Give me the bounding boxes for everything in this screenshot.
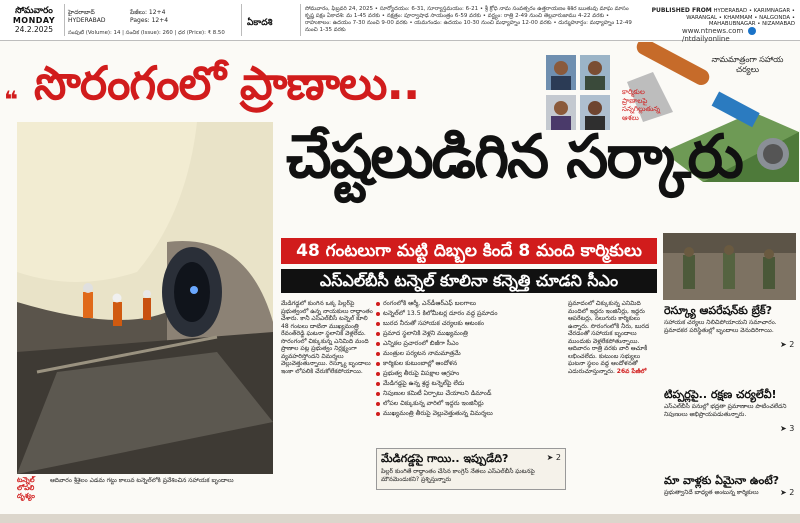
story-column-3	[568, 300, 658, 375]
bullet-icon	[376, 392, 380, 396]
city-en: HYDERABAD	[68, 16, 106, 24]
pages-box	[130, 9, 240, 24]
main-headline: చేష్టలుడిగిన సర్కారు	[286, 122, 742, 192]
army-photo	[663, 233, 796, 300]
page-ref[interactable]: ➤ 3	[780, 424, 795, 433]
infographic-title: నామమాత్రంగా సహాయ చర్యలు	[711, 55, 784, 74]
list-item: కార్మికుల కుటుంబాల్లో ఆందోళన	[376, 360, 564, 367]
bullet-icon	[376, 382, 380, 386]
infographic-note: కార్మికుల ప్రాణాలపై సన్నగిల్లుతున్న ఆశలు	[622, 88, 661, 122]
bullet-icon	[376, 362, 380, 366]
publication-info	[640, 8, 795, 28]
red-banner: 48 గంటలుగా మట్టి దిబ్బల కిందే 8 మంది కార్మికులు	[281, 238, 657, 264]
right-heading-3: మా వాళ్లకు ఏమైనా ఉంటే?	[664, 474, 780, 487]
person-photo	[580, 55, 610, 90]
published-label: PUBLISHED FROM	[651, 7, 712, 14]
website[interactable]: www.ntnews.com	[682, 27, 744, 35]
day-en: MONDAY	[12, 16, 56, 25]
volume-line: సంపుటి (Volume): 14 | సంచిక (Issue): 260 | ధర (Price): ₹ 8.50	[68, 30, 225, 36]
list-item: మేడిగడ్డపై ఉన్న శ్రద్ధ టన్నెల్‌పై లేదు	[376, 380, 564, 387]
list-item: ముఖ్యమంత్రి తీరుపై వెల్లువెత్తుతున్న విమర్శలు	[376, 410, 564, 417]
photo-caption-label: టన్నెల్ లోపలి దృశ్యం	[17, 476, 35, 500]
pages-en: Pages: 12+4	[130, 16, 169, 24]
list-item: నిపుణుల కమిటీ ఏర్పాటు చేయాలని డిమాండ్	[376, 390, 564, 397]
story-column-1: మేడిగడ్డలో కుంగిన ఒక్క పిల్లర్‌పై ప్రభుత్వంలో ఉన్న నాయకులు రాద్ధాంతం చేశారు. కానీ ఎస్‌ఎల్‌బీసీ టన్నెల్ కూలి 48 గంటలు దాటినా ముఖ్యమంత్రి రేవంత్‌రెడ్డి ఘటనా స్థలానికి వెళ్లలేదు. సొరంగంలో చిక్కుకున్న ఎనిమిది మంది ప్రాణాల పట్ల ప్రభుత్వం నిర్లక్ష్యంగా వ్యవహరిస్తోందని విమర్శలు వెల్లువెత్తుతున్నాయి. రెస్క్యూ బృందాలు ఇంకా లోపలికి చేరుకోలేకపోయాయి.	[281, 300, 373, 375]
divider	[300, 4, 301, 36]
tithi: ఏకాదశి	[247, 18, 273, 28]
list-item: ప్రభుత్వ తీరుపై విపక్షాల ఆగ్రహం	[376, 370, 564, 377]
masthead	[0, 0, 800, 41]
inset-heading: మేడిగడ్డపై గాయి.. ఇప్పుడేది?	[381, 452, 509, 465]
page-ref[interactable]: ➤ 2	[546, 453, 561, 462]
bullet-icon	[376, 342, 380, 346]
inset-box	[376, 448, 566, 490]
page-ref[interactable]: ➤ 2	[780, 488, 795, 497]
bullet-icon	[376, 332, 380, 336]
list-item: టన్నెల్‌లో 13.5 కిలోమీటర్ల దూరం వద్ద ప్రమాదం	[376, 310, 564, 317]
page-ref[interactable]: ➤ 2	[780, 340, 795, 349]
tunnel-photo	[17, 122, 273, 474]
right-text-1: సహాయక చర్యలు నిలిచిపోయాయని సమాచారం. ప్రమాదకర పరిస్థితుల్లో బృందాలు వెనుదిరిగాయి.	[664, 319, 777, 334]
list-item: రంగంలోకి ఆర్మీ, ఎన్‌డీఆర్‌ఎఫ్ బలగాలు	[376, 300, 564, 307]
date-box	[6, 6, 62, 36]
bullet-icon	[376, 412, 380, 416]
day-te: సోమవారం	[15, 6, 53, 16]
kicker-headline: సొరంగంలో ప్రాణాలు..	[34, 56, 420, 110]
right-heading-1: రెస్క్యూ ఆపరేషన్‌కు బ్రేక్?	[664, 304, 772, 317]
list-item: మంత్రుల పర్యటన నామమాత్రమే	[376, 350, 564, 357]
list-item: బురద నీరుతో సహాయక చర్యలకు ఆటంకం	[376, 320, 564, 327]
right-text-2: ఎస్‌ఎల్‌బీసీ పనుల్లో భద్రతా ప్రమాణాలు పాటించలేదని నిపుణులు అభిప్రాయపడుతున్నారు.	[664, 403, 787, 418]
bullet-icon	[376, 302, 380, 306]
list-item: లోపల చిక్కుకున్న వారిలో ఇద్దరు ఇంజినీర్లు	[376, 400, 564, 407]
city-box	[68, 9, 128, 24]
list-item: ప్రమాద స్థలానికి వెళ్లని ముఖ్యమంత్రి	[376, 330, 564, 337]
bullet-icon	[376, 402, 380, 406]
quote-icon: ❝	[4, 86, 19, 114]
divider	[64, 4, 65, 36]
pages-te: పేజీలు: 12+4	[130, 9, 166, 16]
black-banner: ఎస్‌ఎల్‌బీసీ టన్నెల్ కూలినా కన్నెత్తి చూడని సీఎం	[281, 269, 657, 293]
continued-link[interactable]: 26వ పేజీలో	[616, 367, 647, 375]
published-cities: HYDERABAD • KARIMNAGAR • WARANGAL • KHAMMAM • NALGONDA • MAHABUBNAGAR • NIZAMABAD	[686, 8, 795, 27]
social-icon	[748, 27, 756, 35]
bullet-icon	[376, 372, 380, 376]
inset-text: పిల్లర్ కుంగితే రాద్ధాంతం చేసిన కాంగ్రెస్ నేతలు ఎస్‌ఎల్‌బీసీ ఘటనపై మౌనమెందుకని? ప్రశ్నిస్తున్నారు	[381, 468, 535, 483]
bullet-icon	[376, 312, 380, 316]
story-column-3-text: ప్రమాదంలో చిక్కుకున్న ఎనిమిది మందిలో ఇద్దరు ఇంజినీర్లు, ఇద్దరు ఆపరేటర్లు, నలుగురు కార్మికులు ఉన్నారు. సొరంగంలోకి నీరు, బురద చేరడంతో సహాయక బృందాలు ముందుకు వెళ్లలేకపోతున్నాయి. ఆదివారం రాత్రి వరకు వారి ఆచూకీ లభించలేదు. కుటుంబ సభ్యులు ఘటనా స్థలం వద్ద ఆందోళనతో ఎదురుచూస్తున్నారు.	[568, 300, 650, 375]
panchangam-ticker: సోమవారం, ఫిబ్రవరి 24, 2025 • సూర్యోదయం: 6-31, సూర్యాస్తమయం: 6-21 • శ్రీ క్రోధి నామ సంవత్సరం ఉత్తరాయణం శిశిర ఋతువు మాఘ మాసం కృష్ణ పక్షం ఏకాదశి: మ 1-45 వరకు • నక్షత్రం: పూర్వాషాఢ సాయంత్రం 6-59 వరకు • వర్జ్యం: రాత్రి 2-49 నుంచి తెల్లవారుజాము 4-22 వరకు • రాహుకాలం: ఉదయం 7-30 నుంచి 9-00 వరకు • యమగండం: ఉదయం 10-30 నుంచి మధ్యాహ్నం 12-00 వరకు • దుర్ముహూర్తం: మధ్యాహ్నం 12-49 నుంచి 1-35 వరకు	[305, 6, 632, 33]
bullet-icon	[376, 322, 380, 326]
web-links[interactable]	[682, 27, 800, 43]
city-te: హైదరాబాద్	[68, 9, 95, 16]
bullet-list	[376, 300, 564, 420]
bullet-icon	[376, 352, 380, 356]
right-text-3: ప్రభుత్వానిదే బాధ్యత అంటున్న కార్మికులు	[664, 489, 759, 496]
divider	[241, 4, 242, 36]
right-heading-2: టిప్పర్లపై.. రక్షణ చర్యలేవీ!	[664, 388, 777, 401]
list-item: ఎన్నికల ప్రచారంలో బిజీగా సీఎం	[376, 340, 564, 347]
social-handle[interactable]: /ntdailyonline	[682, 35, 730, 43]
bottom-strip	[0, 514, 800, 523]
person-photo	[546, 55, 576, 90]
date: 24.2.2025	[14, 25, 54, 34]
photo-caption: ఆదివారం శ్రీశైలం ఎడమ గట్టు కాలువ టన్నెల్‌లోకి ప్రవేశించిన సహాయక బృందాలు	[50, 477, 234, 484]
